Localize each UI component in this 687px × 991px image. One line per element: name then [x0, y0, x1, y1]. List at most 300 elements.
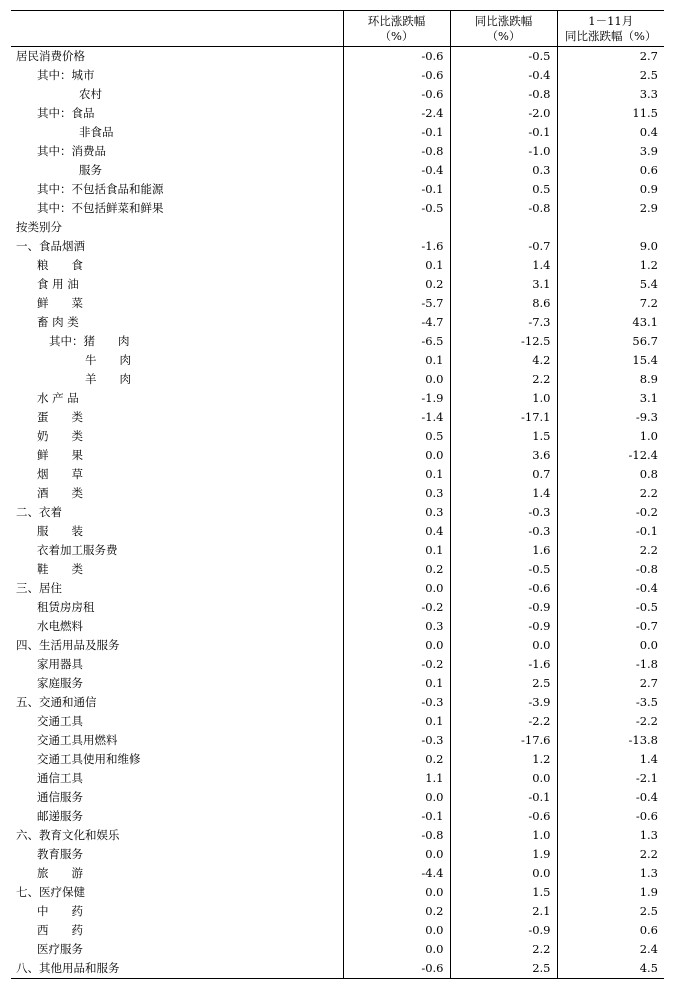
table-row: [11, 921, 664, 940]
yoy-value: -17.1: [450, 408, 557, 427]
row-label: 四、生活用品及服务: [16, 638, 120, 652]
row-label-cell: [11, 389, 343, 408]
row-label-cell: [11, 636, 343, 655]
row-label-cell: [11, 921, 343, 940]
row-label: 六、教育文化和娱乐: [16, 828, 120, 842]
yoy-value: 2.2: [450, 940, 557, 959]
table-row: [11, 769, 664, 788]
mom-value: -0.1: [343, 123, 450, 142]
cum-value: 2.7: [557, 47, 664, 67]
yoy-value: 2.5: [450, 674, 557, 693]
row-label-cell: [11, 902, 343, 921]
row-label: 其中：不包括鲜菜和鲜果: [37, 201, 164, 215]
row-label: 租赁房房租: [37, 600, 95, 614]
row-label-cell: [11, 370, 343, 389]
cum-value: 4.5: [557, 959, 664, 979]
row-label-cell: [11, 693, 343, 712]
cpi-table: [11, 10, 664, 979]
row-label-cell: [11, 617, 343, 636]
table-row: [11, 579, 664, 598]
table-body: [11, 47, 664, 979]
table-row: [11, 959, 664, 979]
mom-value: 0.5: [343, 427, 450, 446]
yoy-value: -0.9: [450, 617, 557, 636]
table-row: [11, 294, 664, 313]
mom-value: 0.0: [343, 921, 450, 940]
mom-value: -0.4: [343, 161, 450, 180]
cum-value: 1.0: [557, 427, 664, 446]
row-label-cell: [11, 712, 343, 731]
cum-value: -13.8: [557, 731, 664, 750]
row-label-cell: [11, 655, 343, 674]
mom-value: -0.8: [343, 826, 450, 845]
table-row: [11, 522, 664, 541]
mom-value: 0.3: [343, 503, 450, 522]
cum-value: 3.1: [557, 389, 664, 408]
table-row: [11, 465, 664, 484]
row-label-cell: [11, 503, 343, 522]
mom-value: -0.6: [343, 47, 450, 67]
mom-value: 0.0: [343, 579, 450, 598]
header-cum-line2: 同比涨跌幅（%）: [565, 28, 657, 43]
row-label-cell: [11, 484, 343, 503]
table-row: [11, 256, 664, 275]
cum-value: -0.6: [557, 807, 664, 826]
table-row: [11, 66, 664, 85]
cum-value: 2.2: [557, 484, 664, 503]
table-row: [11, 104, 664, 123]
mom-value: 0.0: [343, 940, 450, 959]
row-label-cell: [11, 427, 343, 446]
row-label: 其中：猪 肉: [49, 334, 130, 348]
cum-value: -1.8: [557, 655, 664, 674]
cum-value: -2.2: [557, 712, 664, 731]
yoy-value: -0.9: [450, 598, 557, 617]
mom-value: 0.2: [343, 750, 450, 769]
header-cum-line1: 1－11月: [588, 13, 634, 28]
row-label: 中 药: [37, 904, 83, 918]
row-label: 居民消费价格: [16, 49, 85, 63]
yoy-value: 1.2: [450, 750, 557, 769]
cum-value: -0.8: [557, 560, 664, 579]
table-row: [11, 313, 664, 332]
yoy-value: 2.5: [450, 959, 557, 979]
mom-value: -5.7: [343, 294, 450, 313]
row-label-cell: [11, 161, 343, 180]
row-label-cell: [11, 465, 343, 484]
row-label: 牛 肉: [85, 353, 131, 367]
yoy-value: -0.9: [450, 921, 557, 940]
cum-value: -0.4: [557, 788, 664, 807]
yoy-value: -0.5: [450, 560, 557, 579]
row-label-cell: [11, 807, 343, 826]
row-label: 家用器具: [37, 657, 83, 671]
row-label-cell: [11, 598, 343, 617]
header-yoy-line1: 同比涨跌幅: [474, 13, 533, 28]
row-label: 水电燃料: [37, 619, 83, 633]
cum-value: 15.4: [557, 351, 664, 370]
cum-value: 8.9: [557, 370, 664, 389]
table-row: [11, 275, 664, 294]
header-row: [11, 11, 664, 47]
row-label: 蛋 类: [37, 410, 83, 424]
row-label-cell: [11, 560, 343, 579]
row-label: 西 药: [37, 923, 83, 937]
mom-value: 0.1: [343, 465, 450, 484]
mom-value: -4.4: [343, 864, 450, 883]
row-label: 七、医疗保健: [16, 885, 85, 899]
row-label: 通信工具: [37, 771, 83, 785]
row-label-cell: [11, 237, 343, 256]
mom-value: 0.1: [343, 712, 450, 731]
mom-value: 1.1: [343, 769, 450, 788]
header-mom-line2: （%）: [379, 28, 414, 43]
cum-value: 0.9: [557, 180, 664, 199]
mom-value: -0.5: [343, 199, 450, 218]
mom-value: -0.6: [343, 959, 450, 979]
row-label: 衣着加工服务费: [37, 543, 118, 557]
row-label: 通信服务: [37, 790, 83, 804]
yoy-value: 2.2: [450, 370, 557, 389]
row-label: 一、食品烟酒: [16, 239, 85, 253]
cum-value: 2.2: [557, 541, 664, 560]
row-label: 邮递服务: [37, 809, 83, 823]
row-label-cell: [11, 47, 343, 67]
mom-value: -6.5: [343, 332, 450, 351]
cum-value: 3.3: [557, 85, 664, 104]
cum-value: 11.5: [557, 104, 664, 123]
row-label-cell: [11, 579, 343, 598]
table-row: [11, 845, 664, 864]
row-label: 教育服务: [37, 847, 83, 861]
yoy-value: 1.5: [450, 883, 557, 902]
row-label-cell: [11, 351, 343, 370]
yoy-value: -1.6: [450, 655, 557, 674]
yoy-value: [450, 218, 557, 237]
yoy-value: -0.6: [450, 579, 557, 598]
mom-value: [343, 218, 450, 237]
cum-value: 0.8: [557, 465, 664, 484]
row-label: 粮 食: [37, 258, 83, 272]
cum-value: 7.2: [557, 294, 664, 313]
row-label-cell: [11, 104, 343, 123]
row-label: 按类别分: [16, 220, 62, 234]
table-row: [11, 389, 664, 408]
row-label: 其中：食品: [37, 106, 95, 120]
table-row: [11, 484, 664, 503]
cum-value: 0.4: [557, 123, 664, 142]
cum-value: 0.6: [557, 921, 664, 940]
yoy-value: 0.0: [450, 864, 557, 883]
mom-value: 0.2: [343, 275, 450, 294]
row-label-cell: [11, 522, 343, 541]
table-row: [11, 427, 664, 446]
yoy-value: -0.3: [450, 503, 557, 522]
yoy-value: 1.6: [450, 541, 557, 560]
cum-value: 2.5: [557, 902, 664, 921]
header-label-cell: [11, 11, 343, 47]
row-label: 畜 肉 类: [37, 315, 79, 329]
yoy-value: 0.3: [450, 161, 557, 180]
row-label-cell: [11, 883, 343, 902]
table-row: [11, 902, 664, 921]
yoy-value: 3.1: [450, 275, 557, 294]
table-row: [11, 142, 664, 161]
mom-value: -0.2: [343, 598, 450, 617]
cum-value: 43.1: [557, 313, 664, 332]
table-row: [11, 446, 664, 465]
mom-value: 0.3: [343, 484, 450, 503]
row-label-cell: [11, 313, 343, 332]
cum-value: 2.9: [557, 199, 664, 218]
yoy-value: -0.4: [450, 66, 557, 85]
yoy-value: -1.0: [450, 142, 557, 161]
mom-value: 0.0: [343, 636, 450, 655]
yoy-value: -2.2: [450, 712, 557, 731]
mom-value: 0.0: [343, 446, 450, 465]
mom-value: 0.2: [343, 902, 450, 921]
row-label: 交通工具用燃料: [37, 733, 118, 747]
table-row: [11, 218, 664, 237]
row-label-cell: [11, 332, 343, 351]
mom-value: -0.1: [343, 180, 450, 199]
yoy-value: 0.7: [450, 465, 557, 484]
mom-value: 0.0: [343, 883, 450, 902]
yoy-value: 0.0: [450, 636, 557, 655]
yoy-value: -12.5: [450, 332, 557, 351]
row-label-cell: [11, 541, 343, 560]
cum-value: -2.1: [557, 769, 664, 788]
table-row: [11, 503, 664, 522]
row-label: 服 装: [37, 524, 83, 538]
row-label-cell: [11, 446, 343, 465]
row-label-cell: [11, 826, 343, 845]
cum-value: -0.7: [557, 617, 664, 636]
cum-value: 1.3: [557, 826, 664, 845]
row-label: 三、居住: [16, 581, 62, 595]
table-row: [11, 180, 664, 199]
mom-value: -0.3: [343, 693, 450, 712]
table-row: [11, 693, 664, 712]
row-label-cell: [11, 959, 343, 979]
row-label: 家庭服务: [37, 676, 83, 690]
mom-value: 0.1: [343, 351, 450, 370]
cum-value: 0.6: [557, 161, 664, 180]
yoy-value: 1.4: [450, 256, 557, 275]
row-label-cell: [11, 199, 343, 218]
row-label: 鞋 类: [37, 562, 83, 576]
row-label: 交通工具: [37, 714, 83, 728]
table-row: [11, 750, 664, 769]
header-cum: [557, 11, 664, 47]
row-label: 服务: [79, 163, 102, 177]
row-label: 奶 类: [37, 429, 83, 443]
row-label-cell: [11, 864, 343, 883]
header-yoy-line2: （%）: [486, 28, 521, 43]
table-row: [11, 807, 664, 826]
row-label-cell: [11, 142, 343, 161]
yoy-value: 0.0: [450, 769, 557, 788]
table-row: [11, 864, 664, 883]
mom-value: 0.0: [343, 788, 450, 807]
row-label-cell: [11, 85, 343, 104]
table-row: [11, 731, 664, 750]
row-label: 旅 游: [37, 866, 83, 880]
mom-value: 0.0: [343, 370, 450, 389]
row-label-cell: [11, 218, 343, 237]
cum-value: [557, 218, 664, 237]
yoy-value: 1.9: [450, 845, 557, 864]
cum-value: 1.3: [557, 864, 664, 883]
yoy-value: 4.2: [450, 351, 557, 370]
yoy-value: -0.1: [450, 123, 557, 142]
cum-value: -12.4: [557, 446, 664, 465]
cum-value: 2.7: [557, 674, 664, 693]
mom-value: -0.3: [343, 731, 450, 750]
table-row: [11, 408, 664, 427]
row-label-cell: [11, 940, 343, 959]
row-label: 食 用 油: [37, 277, 79, 291]
row-label: 医疗服务: [37, 942, 83, 956]
row-label-cell: [11, 123, 343, 142]
yoy-value: -7.3: [450, 313, 557, 332]
row-label-cell: [11, 674, 343, 693]
cum-value: 2.5: [557, 66, 664, 85]
yoy-value: -2.0: [450, 104, 557, 123]
row-label: 酒 类: [37, 486, 83, 500]
yoy-value: 1.5: [450, 427, 557, 446]
row-label-cell: [11, 275, 343, 294]
row-label-cell: [11, 294, 343, 313]
table-header: [11, 11, 664, 47]
cum-value: 2.4: [557, 940, 664, 959]
header-mom: [343, 11, 450, 47]
row-label-cell: [11, 750, 343, 769]
cum-value: 3.9: [557, 142, 664, 161]
yoy-value: 8.6: [450, 294, 557, 313]
yoy-value: 3.6: [450, 446, 557, 465]
row-label: 非食品: [79, 125, 114, 139]
table-row: [11, 788, 664, 807]
row-label: 鲜 果: [37, 448, 83, 462]
yoy-value: -3.9: [450, 693, 557, 712]
table-row: [11, 199, 664, 218]
mom-value: -0.6: [343, 66, 450, 85]
mom-value: -2.4: [343, 104, 450, 123]
row-label: 其中：消费品: [37, 144, 106, 158]
yoy-value: 2.1: [450, 902, 557, 921]
row-label-cell: [11, 256, 343, 275]
mom-value: 0.1: [343, 541, 450, 560]
row-label-cell: [11, 731, 343, 750]
cum-value: 2.2: [557, 845, 664, 864]
table-row: [11, 655, 664, 674]
mom-value: -1.9: [343, 389, 450, 408]
table-row: [11, 940, 664, 959]
table-row: [11, 826, 664, 845]
table-row: [11, 636, 664, 655]
mom-value: 0.0: [343, 845, 450, 864]
yoy-value: -0.1: [450, 788, 557, 807]
table-row: [11, 85, 664, 104]
row-label: 农村: [79, 87, 102, 101]
table-row: [11, 161, 664, 180]
row-label: 羊 肉: [85, 372, 131, 386]
table-row: [11, 712, 664, 731]
row-label: 八、其他用品和服务: [16, 961, 120, 975]
yoy-value: -17.6: [450, 731, 557, 750]
table-row: [11, 47, 664, 67]
yoy-value: 1.0: [450, 826, 557, 845]
yoy-value: 0.5: [450, 180, 557, 199]
mom-value: -0.6: [343, 85, 450, 104]
mom-value: 0.2: [343, 560, 450, 579]
mom-value: 0.4: [343, 522, 450, 541]
cum-value: 1.2: [557, 256, 664, 275]
mom-value: 0.3: [343, 617, 450, 636]
mom-value: -0.8: [343, 142, 450, 161]
cum-value: -0.5: [557, 598, 664, 617]
row-label-cell: [11, 180, 343, 199]
row-label: 其中：不包括食品和能源: [37, 182, 164, 196]
row-label-cell: [11, 845, 343, 864]
row-label-cell: [11, 769, 343, 788]
mom-value: 0.1: [343, 674, 450, 693]
mom-value: 0.1: [343, 256, 450, 275]
table-row: [11, 617, 664, 636]
cum-value: -3.5: [557, 693, 664, 712]
cum-value: -0.4: [557, 579, 664, 598]
yoy-value: -0.3: [450, 522, 557, 541]
row-label: 鲜 菜: [37, 296, 83, 310]
row-label: 交通工具使用和维修: [37, 752, 141, 766]
row-label: 其中：城市: [37, 68, 95, 82]
mom-value: -1.4: [343, 408, 450, 427]
row-label: 烟 草: [37, 467, 83, 481]
row-label: 五、交通和通信: [16, 695, 97, 709]
mom-value: -1.6: [343, 237, 450, 256]
yoy-value: 1.4: [450, 484, 557, 503]
cum-value: 0.0: [557, 636, 664, 655]
table-row: [11, 123, 664, 142]
cum-value: 5.4: [557, 275, 664, 294]
row-label-cell: [11, 408, 343, 427]
table-row: [11, 674, 664, 693]
table-row: [11, 332, 664, 351]
row-label-cell: [11, 788, 343, 807]
mom-value: -4.7: [343, 313, 450, 332]
table-row: [11, 351, 664, 370]
mom-value: -0.1: [343, 807, 450, 826]
table-row: [11, 237, 664, 256]
table-row: [11, 541, 664, 560]
table-row: [11, 883, 664, 902]
yoy-value: -0.7: [450, 237, 557, 256]
header-yoy: [450, 11, 557, 47]
header-mom-line1: 环比涨跌幅: [367, 13, 426, 28]
table-row: [11, 598, 664, 617]
mom-value: -0.2: [343, 655, 450, 674]
cum-value: -0.2: [557, 503, 664, 522]
cum-value: 56.7: [557, 332, 664, 351]
yoy-value: -0.5: [450, 47, 557, 67]
yoy-value: -0.6: [450, 807, 557, 826]
cum-value: -0.1: [557, 522, 664, 541]
yoy-value: 1.0: [450, 389, 557, 408]
row-label: 二、衣着: [16, 505, 62, 519]
yoy-value: -0.8: [450, 85, 557, 104]
cum-value: 9.0: [557, 237, 664, 256]
